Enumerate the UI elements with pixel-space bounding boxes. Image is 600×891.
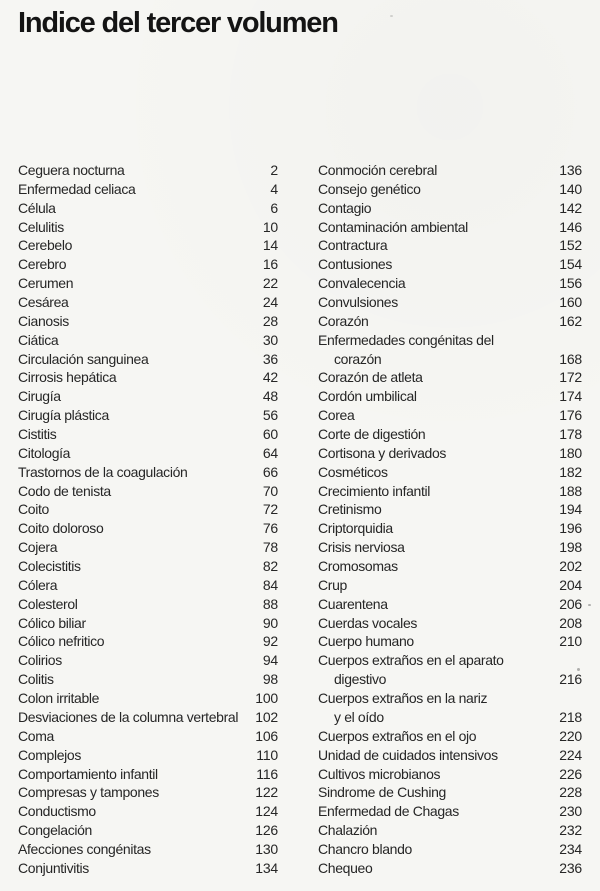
entry-page-number: 4 <box>270 180 278 197</box>
entry-page-number: 24 <box>262 294 278 311</box>
entry-page-number: 180 <box>559 444 582 461</box>
entry-page-number: 90 <box>262 614 278 631</box>
entry-page-number: 140 <box>559 180 582 197</box>
index-entry <box>18 463 278 482</box>
entry-title: Cirrosis hepática <box>18 369 117 386</box>
entry-title: Cesárea <box>18 294 69 311</box>
index-entry <box>318 312 582 331</box>
entry-page-number: 154 <box>559 256 582 273</box>
index-entry <box>318 331 582 369</box>
entry-page-number: 78 <box>262 539 278 556</box>
entry-page-number: 6 <box>270 199 278 216</box>
entry-page-number: 178 <box>559 426 582 443</box>
index-entry <box>318 595 582 614</box>
entry-title: Contractura <box>318 237 388 254</box>
entry-title: Cosméticos <box>318 463 388 480</box>
entry-title: Corazón de atleta <box>318 369 423 386</box>
entry-page-number: 168 <box>559 350 582 367</box>
index-entry <box>318 463 582 482</box>
index-entry <box>318 651 582 689</box>
index-entry <box>318 519 582 538</box>
entry-page-number: 194 <box>559 501 582 518</box>
index-entry <box>318 840 582 859</box>
entry-page-number: 220 <box>559 727 582 744</box>
entry-page-number: 152 <box>559 237 582 254</box>
entry-page-number: 218 <box>559 708 582 725</box>
entry-page-number: 156 <box>559 275 582 292</box>
index-entry <box>318 746 582 765</box>
entry-page-number: 130 <box>255 840 278 857</box>
entry-title: Coito doloroso <box>18 520 104 537</box>
entry-page-number: 30 <box>262 331 278 348</box>
index-entry <box>318 368 582 387</box>
entry-title: Convalecencia <box>318 275 406 292</box>
index-entry <box>18 218 278 237</box>
entry-page-number: 236 <box>559 859 582 876</box>
entry-page-number: 10 <box>262 218 278 235</box>
entry-page-number: 110 <box>256 746 278 763</box>
entry-page-number: 124 <box>255 803 278 820</box>
entry-page-number: 196 <box>559 520 582 537</box>
entry-page-number: 216 <box>559 671 582 688</box>
entry-page-number: 16 <box>262 256 278 273</box>
entry-title: Cretinismo <box>318 501 382 518</box>
entry-title: Colecistitis <box>18 558 81 575</box>
entry-page-number: 208 <box>559 614 582 631</box>
index-entry <box>18 519 278 538</box>
entry-title: Célula <box>18 199 56 216</box>
index-entry <box>18 783 278 802</box>
entry-page-number: 204 <box>559 576 582 593</box>
index-entry <box>18 236 278 255</box>
entry-title: Cuerpos extraños en la nariz <box>318 690 488 707</box>
entry-title: Cólico biliar <box>18 614 86 631</box>
index-entry <box>18 293 278 312</box>
entry-title: Desviaciones de la columna vertebral <box>18 708 239 725</box>
entry-title: Convulsiones <box>318 294 398 311</box>
entry-title: Cerebro <box>18 256 67 273</box>
scan-speck <box>577 668 580 671</box>
index-entry <box>18 746 278 765</box>
entry-page-number: 210 <box>559 633 582 650</box>
entry-title: Congelación <box>18 822 92 839</box>
entry-title: Crecimiento infantil <box>318 482 431 499</box>
entry-title: Cuerpos extraños en el ojo <box>318 727 477 744</box>
entry-title: Chancro blando <box>318 840 412 857</box>
index-entry <box>18 500 278 519</box>
entry-page-number: 82 <box>262 558 278 575</box>
index-entry <box>318 821 582 840</box>
entry-title: Unidad de cuidados intensivos <box>318 746 498 763</box>
entry-title: Chequeo <box>318 859 373 876</box>
entry-page-number: 64 <box>262 444 278 461</box>
entry-page-number: 28 <box>262 312 278 329</box>
index-entry <box>318 557 582 576</box>
index-entry <box>318 274 582 293</box>
index-entry <box>318 614 582 633</box>
index-entry <box>18 632 278 651</box>
entry-title: Enfermedad de Chagas <box>318 803 459 820</box>
entry-title: Conjuntivitis <box>18 859 89 876</box>
index-entry <box>318 387 582 406</box>
index-entry <box>18 614 278 633</box>
entry-title: Cerebelo <box>18 237 73 254</box>
entry-title: Colesterol <box>18 595 78 612</box>
entry-title: Cuerpo humano <box>318 633 414 650</box>
index-columns <box>18 161 582 878</box>
page-title: Indice del tercer volumen <box>18 7 338 39</box>
entry-title: Crup <box>318 576 347 593</box>
entry-title: Cuerdas vocales <box>318 614 418 631</box>
entry-title: Celulitis <box>18 218 64 235</box>
index-entry <box>18 821 278 840</box>
entry-title: Cólera <box>18 576 58 593</box>
entry-title: Cuerpos extraños en el aparato <box>318 652 504 669</box>
entry-page-number: 206 <box>559 595 582 612</box>
index-entry <box>18 859 278 878</box>
entry-page-number: 106 <box>255 727 278 744</box>
index-entry <box>18 255 278 274</box>
index-entry <box>318 500 582 519</box>
entry-title-continuation: corazón <box>334 350 382 367</box>
entry-page-number: 232 <box>559 822 582 839</box>
index-entry <box>18 161 278 180</box>
entry-title: Colirios <box>18 652 62 669</box>
entry-title: Contagio <box>318 199 372 216</box>
entry-page-number: 198 <box>559 539 582 556</box>
index-entry <box>18 350 278 369</box>
entry-title: Contusiones <box>318 256 392 273</box>
entry-title: Cirugía plástica <box>18 407 109 424</box>
entry-page-number: 22 <box>262 275 278 292</box>
entry-title: Conmoción cerebral <box>318 162 437 178</box>
entry-page-number: 230 <box>559 803 582 820</box>
index-entry <box>18 840 278 859</box>
entry-page-number: 224 <box>559 746 582 763</box>
entry-page-number: 48 <box>262 388 278 405</box>
entry-title: Codo de tenista <box>18 482 111 499</box>
entry-page-number: 98 <box>262 671 278 688</box>
entry-page-number: 92 <box>262 633 278 650</box>
entry-title: Corazón <box>318 312 369 329</box>
entry-title: Colon irritable <box>18 690 100 707</box>
index-entry <box>18 444 278 463</box>
entry-title: Circulación sanguinea <box>18 350 149 367</box>
index-entry <box>318 255 582 274</box>
index-entry <box>18 406 278 425</box>
entry-title: Conductismo <box>18 803 96 820</box>
index-entry <box>18 765 278 784</box>
entry-page-number: 2 <box>270 162 278 178</box>
entry-page-number: 42 <box>262 369 278 386</box>
entry-page-number: 76 <box>262 520 278 537</box>
entry-title: Cultivos microbianos <box>318 765 441 782</box>
entry-page-number: 202 <box>559 558 582 575</box>
entry-page-number: 188 <box>559 482 582 499</box>
scan-speck <box>390 15 393 17</box>
entry-title: Cerumen <box>18 275 74 292</box>
index-entry <box>318 293 582 312</box>
entry-page-number: 116 <box>256 765 278 782</box>
entry-page-number: 142 <box>559 199 582 216</box>
index-entry <box>18 387 278 406</box>
index-entry <box>318 689 582 727</box>
index-entry <box>18 538 278 557</box>
index-entry <box>318 199 582 218</box>
entry-title: Enfermedades congénitas del <box>318 331 494 348</box>
entry-title: Ciática <box>18 331 59 348</box>
entry-title: Chalazión <box>318 822 378 839</box>
entry-page-number: 134 <box>255 859 278 876</box>
index-entry <box>318 783 582 802</box>
entry-page-number: 182 <box>559 463 582 480</box>
entry-page-number: 14 <box>262 237 278 254</box>
index-entry <box>18 199 278 218</box>
entry-page-number: 172 <box>559 369 582 386</box>
entry-page-number: 126 <box>255 822 278 839</box>
index-entry <box>318 632 582 651</box>
index-entry <box>318 161 582 180</box>
entry-title: Cólico nefritico <box>18 633 105 650</box>
entry-page-number: 60 <box>262 426 278 443</box>
index-entry <box>318 538 582 557</box>
entry-title-continuation: y el oído <box>334 708 384 725</box>
entry-page-number: 70 <box>262 482 278 499</box>
entry-title: Citología <box>18 444 71 461</box>
entry-title: Cuarentena <box>318 595 388 612</box>
entry-title: Comportamiento infantil <box>18 765 158 782</box>
entry-title: Cromosomas <box>318 558 398 575</box>
entry-title: Enfermedad celiaca <box>18 180 136 197</box>
index-entry <box>18 482 278 501</box>
index-entry <box>18 689 278 708</box>
index-entry <box>318 859 582 878</box>
entry-title: Colitis <box>18 671 54 688</box>
entry-title: Afecciones congénitas <box>18 840 151 857</box>
entry-title: Coito <box>18 501 49 518</box>
index-entry <box>318 425 582 444</box>
index-entry <box>18 670 278 689</box>
index-entry <box>318 180 582 199</box>
entry-title: Cordón umbilical <box>318 388 417 405</box>
entry-page-number: 36 <box>262 350 278 367</box>
index-entry <box>18 557 278 576</box>
entry-title-continuation: digestivo <box>334 671 387 688</box>
index-entry <box>318 802 582 821</box>
index-entry <box>318 406 582 425</box>
entry-title: Cojera <box>18 539 58 556</box>
index-entry <box>18 331 278 350</box>
entry-page-number: 66 <box>262 463 278 480</box>
entry-title: Cistitis <box>18 426 57 443</box>
index-entry <box>318 765 582 784</box>
entry-page-number: 146 <box>559 218 582 235</box>
index-entry <box>318 218 582 237</box>
entry-page-number: 100 <box>255 690 278 707</box>
entry-page-number: 102 <box>255 708 278 725</box>
entry-page-number: 174 <box>559 388 582 405</box>
index-entry <box>18 802 278 821</box>
index-entry <box>318 236 582 255</box>
entry-page-number: 226 <box>559 765 582 782</box>
index-entry <box>18 595 278 614</box>
entry-page-number: 88 <box>262 595 278 612</box>
entry-title: Crisis nerviosa <box>318 539 405 556</box>
entry-page-number: 176 <box>559 407 582 424</box>
entry-title: Cortisona y derivados <box>318 444 447 461</box>
index-entry <box>318 576 582 595</box>
entry-title: Corea <box>318 407 355 424</box>
entry-page-number: 228 <box>559 784 582 801</box>
entry-title: Contaminación ambiental <box>318 218 468 235</box>
entry-title: Sindrome de Cushing <box>318 784 446 801</box>
entry-page-number: 56 <box>262 407 278 424</box>
entry-page-number: 162 <box>559 312 582 329</box>
entry-page-number: 234 <box>559 840 582 857</box>
entry-title: Compresas y tampones <box>18 784 159 801</box>
entry-page-number: 72 <box>262 501 278 518</box>
entry-page-number: 84 <box>262 576 278 593</box>
entry-title: Coma <box>18 727 54 744</box>
entry-page-number: 122 <box>255 784 278 801</box>
scan-speck <box>588 604 591 606</box>
entry-page-number: 136 <box>559 162 582 178</box>
entry-page-number: 160 <box>559 294 582 311</box>
entry-title: Cirugía <box>18 388 61 405</box>
index-entry <box>18 727 278 746</box>
entry-title: Cianosis <box>18 312 69 329</box>
index-entry <box>18 708 278 727</box>
index-entry <box>18 651 278 670</box>
index-entry <box>18 425 278 444</box>
index-entry <box>18 312 278 331</box>
index-entry <box>318 444 582 463</box>
entry-title: Corte de digestión <box>318 426 426 443</box>
entry-page-number: 94 <box>262 652 278 669</box>
index-entry <box>18 368 278 387</box>
index-entry <box>18 180 278 199</box>
entry-title: Trastornos de la coagulación <box>18 463 188 480</box>
entry-title: Complejos <box>18 746 81 763</box>
entry-title: Criptorquidia <box>318 520 393 537</box>
index-column-right <box>318 161 582 878</box>
index-entry <box>18 576 278 595</box>
entry-title: Ceguera nocturna <box>18 162 125 178</box>
index-column-left <box>18 161 278 878</box>
index-entry <box>318 727 582 746</box>
index-entry <box>18 274 278 293</box>
entry-title: Consejo genético <box>318 180 421 197</box>
index-entry <box>318 482 582 501</box>
